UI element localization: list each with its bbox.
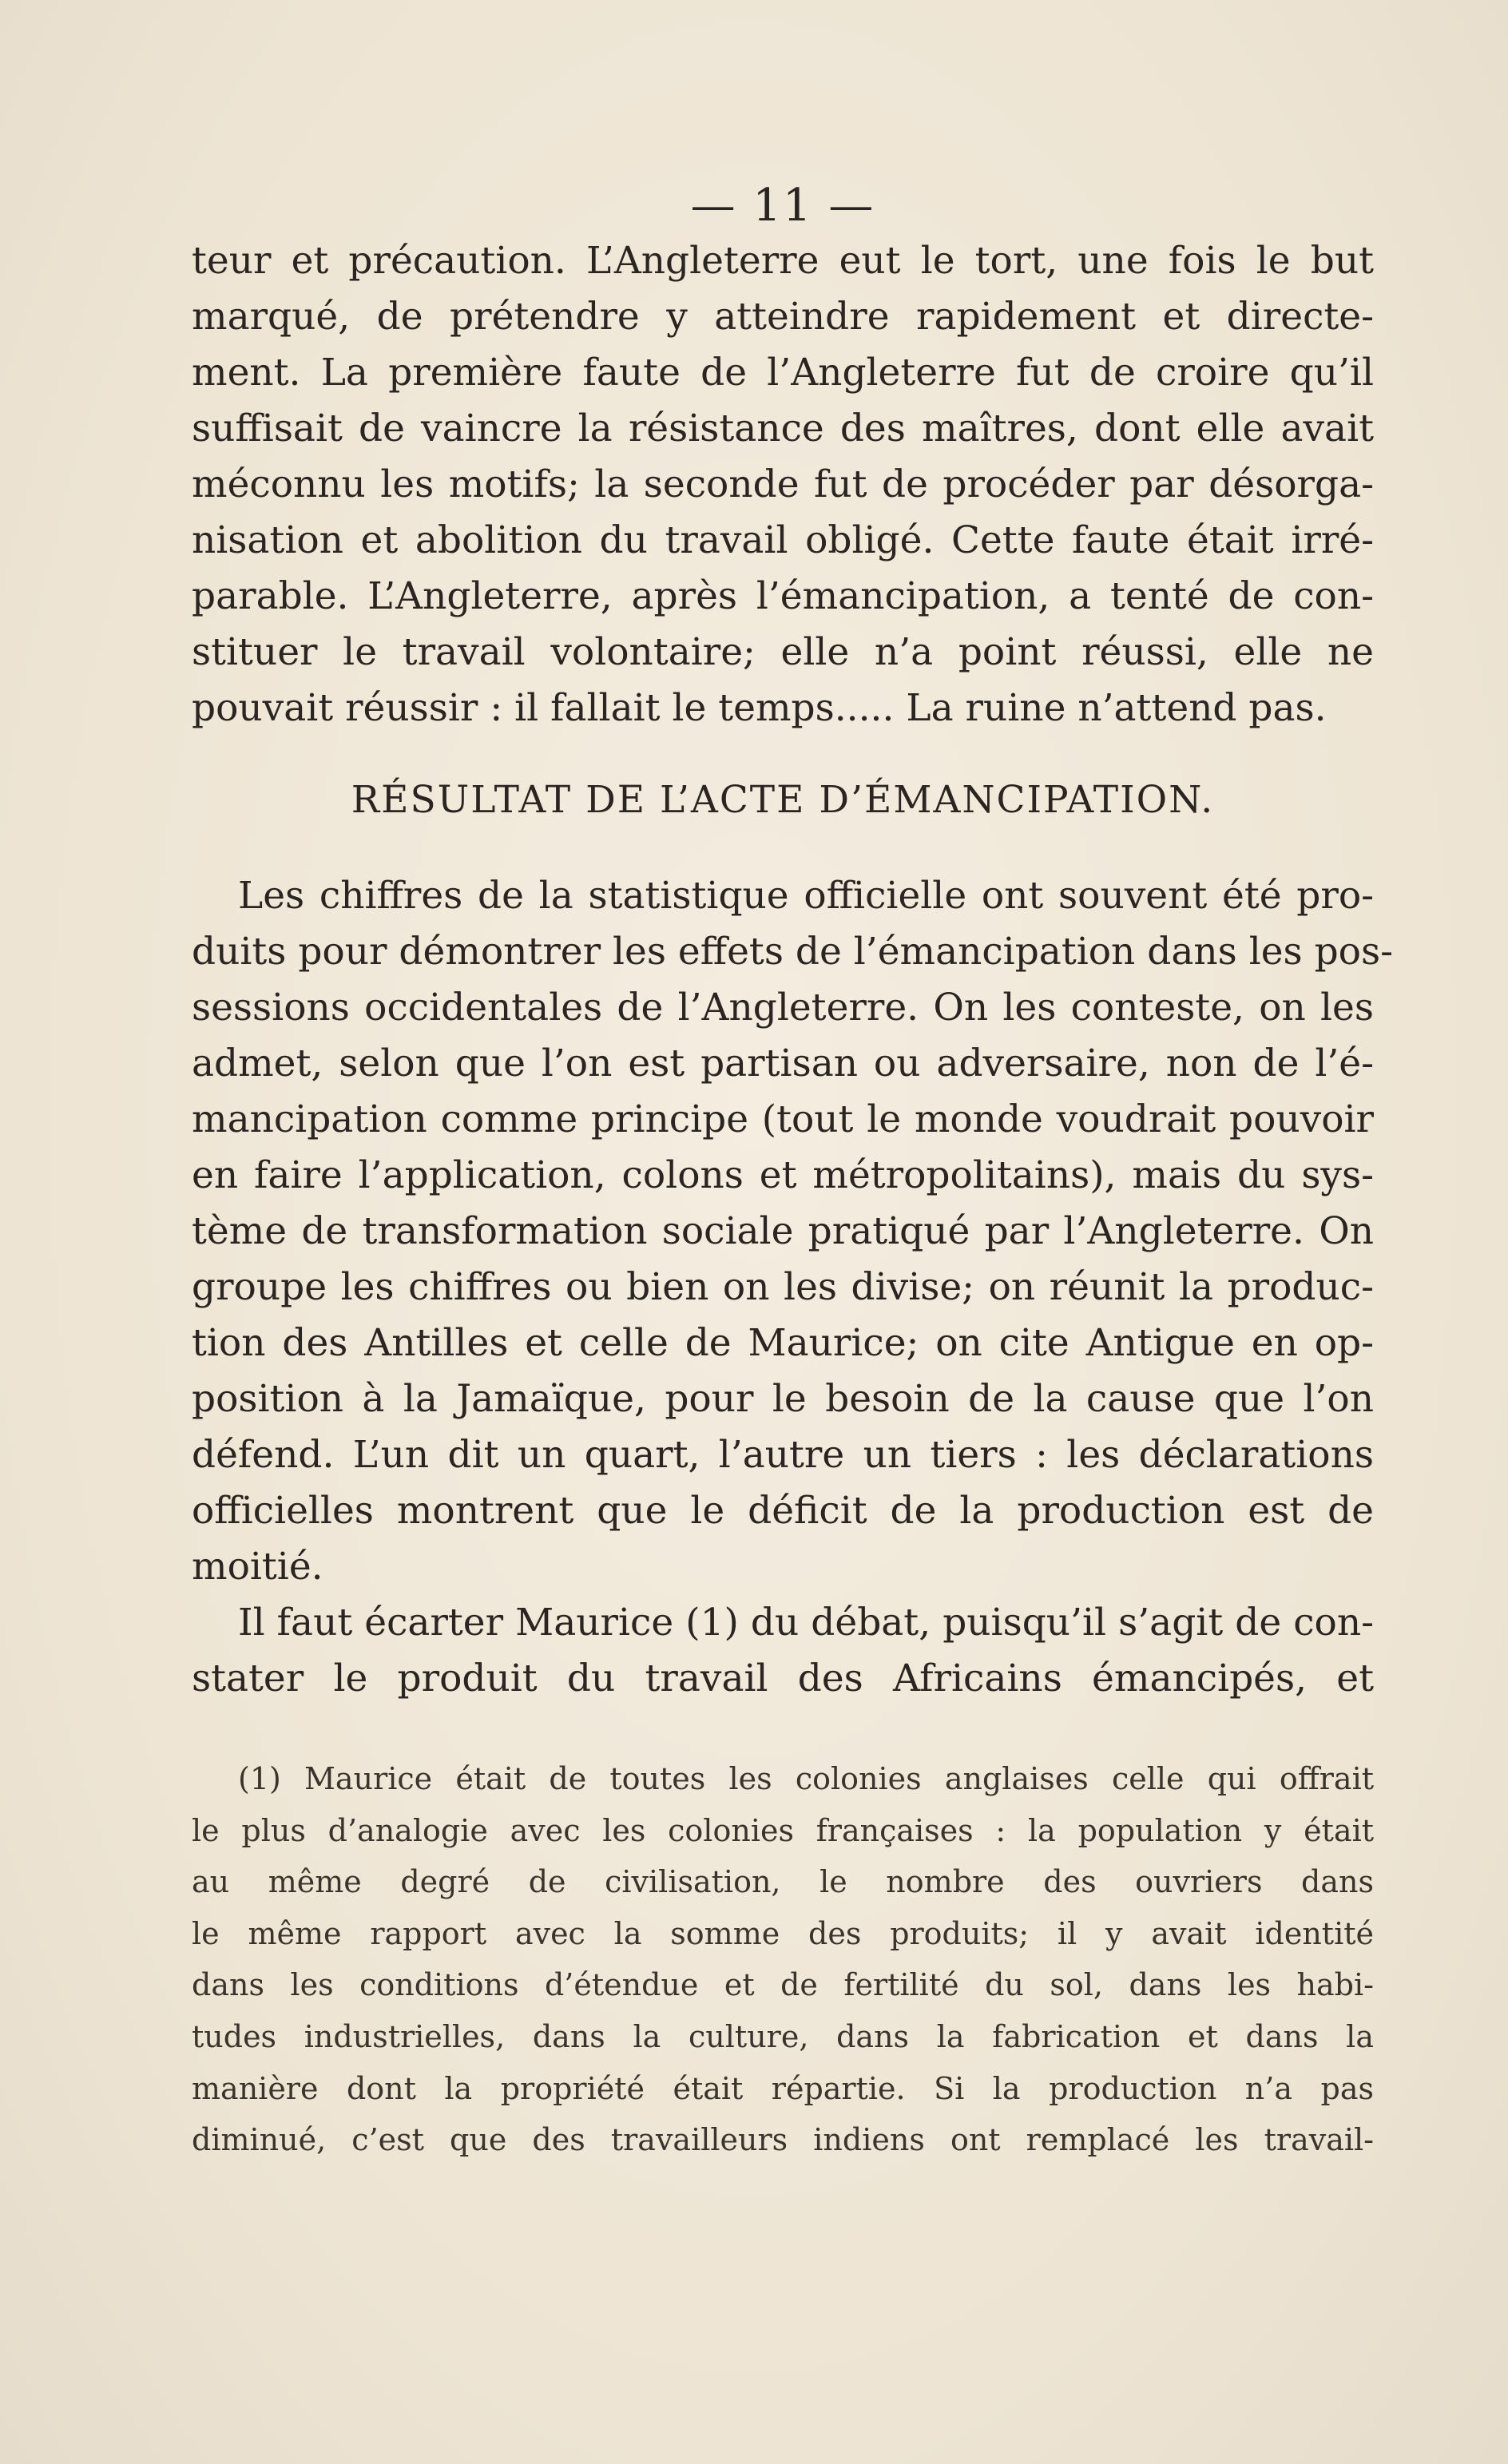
footnote-line: diminué, c’est que des travailleurs indiens ont remplacé les travail- [192, 2122, 1374, 2158]
text-line: stituer le travail volontaire; elle n’a point réussi, elle ne [192, 630, 1374, 674]
book-page [192, 180, 1393, 2166]
text-line: moitié. [192, 1545, 323, 1589]
text-line: mancipation comme principe (tout le monde voudrait pouvoir [192, 1097, 1374, 1141]
text-line: stater le produit du travail des Africains émancipés, et [192, 1657, 1374, 1700]
footnote-line: tudes industrielles, dans la culture, dans la fabrication et dans la [192, 2018, 1374, 2054]
text-line: Il faut écarter Maurice (1) du débat, puisqu’il s’agit de con- [238, 1601, 1374, 1645]
footnote-line: dans les conditions d’étendue et de fertilité du sol, dans les habi- [192, 1967, 1374, 2003]
text-line: ment. La première faute de l’Angleterre fut de croire qu’il [192, 351, 1374, 395]
text-line: méconnu les motifs; la seconde fut de procéder par désorga- [192, 462, 1374, 506]
footnote-line: manière dont la propriété était répartie. Si la production n’a pas [192, 2070, 1374, 2106]
text-line: teur et précaution. L’Angleterre eut le tort, une fois le but [192, 239, 1374, 283]
footnote-line: (1) Maurice était de toutes les colonies anglaises celle qui offrait [238, 1761, 1374, 1796]
footnote-line: le plus d’analogie avec les colonies françaises : la population y était [192, 1812, 1374, 1848]
text-line: officielles montrent que le déficit de la production est de [192, 1489, 1374, 1533]
text-line: tème de transformation sociale pratiqué par l’Angleterre. On [192, 1209, 1374, 1253]
text-line: suffisait de vaincre la résistance des maîtres, dont elle avait [192, 407, 1374, 450]
text-line: en faire l’application, colons et métropolitains), mais du sys- [192, 1153, 1374, 1197]
text-line: groupe les chiffres ou bien on les divise; on réunit la produc- [192, 1265, 1374, 1309]
text-line: position à la Jamaïque, pour le besoin de la cause que l’on [192, 1377, 1374, 1421]
text-line: Les chiffres de la statistique officielle ont souvent été pro- [238, 874, 1374, 918]
text-line: nisation et abolition du travail obligé. Cette faute était irré- [192, 518, 1374, 562]
text-line: sessions occidentales de l’Angleterre. On les conteste, on les [192, 986, 1374, 1030]
paragraph-maurice [192, 1595, 1374, 1707]
text-line: admet, selon que l’on est partisan ou adversaire, non de l’é- [192, 1042, 1374, 1085]
footnote-line: au même degré de civilisation, le nombre des ouvriers dans [192, 1864, 1374, 1900]
text-line: tion des Antilles et celle de Maurice; on cite Antigue en op- [192, 1321, 1374, 1365]
footnote-line: le même rapport avec la somme des produits; il y avait identité [192, 1915, 1374, 1951]
text-line: duits pour démontrer les effets de l’émancipation dans les pos- [192, 930, 1393, 974]
paragraph-statistics [192, 868, 1393, 1595]
page-number: — 11 — [690, 180, 875, 232]
text-line: pouvait réussir : il fallait le temps..... La ruine n’attend pas. [192, 686, 1327, 730]
text-line: parable. L’Angleterre, après l’émancipation, a tenté de con- [192, 574, 1374, 618]
text-line: marqué, de prétendre y atteindre rapidement et directe- [192, 295, 1374, 339]
section-heading: RÉSULTAT DE L’ACTE D’ÉMANCIPATION. [351, 778, 1215, 822]
text-line: défend. L’un dit un quart, l’autre un tiers : les déclarations [192, 1433, 1374, 1477]
intro-paragraph [192, 233, 1374, 736]
footnote [192, 1753, 1374, 2166]
